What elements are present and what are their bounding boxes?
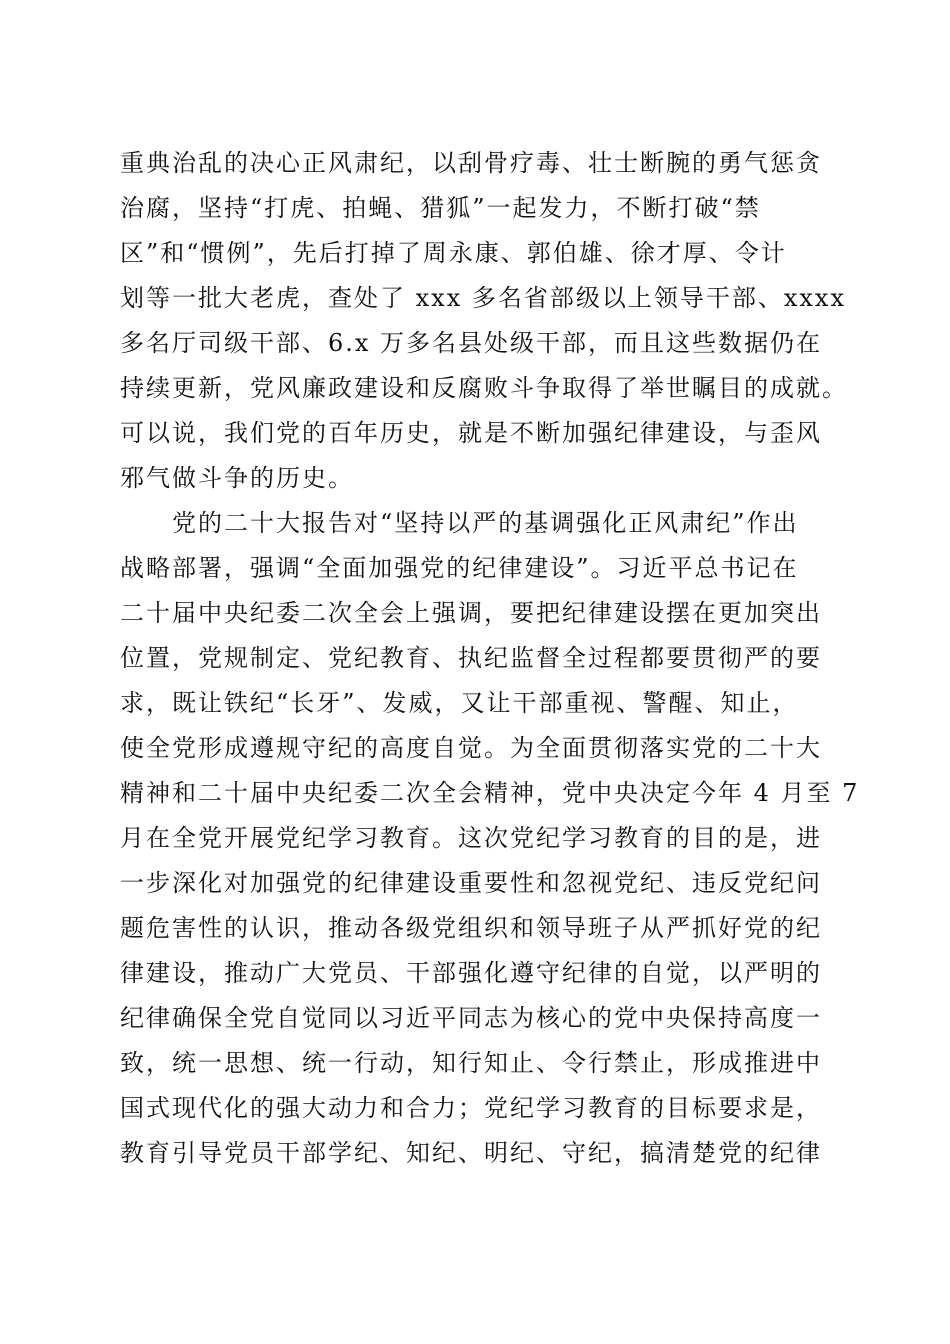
text-line: 精神和二十届中央纪委二次全会精神，党中央决定今年 4 月至 7 — [120, 779, 860, 807]
text-line: 重典治乱的决心正风肃纪，以刮骨疗毒、壮士断腕的勇气惩贪 — [120, 149, 822, 177]
text-line: 治腐，坚持“打虎、拍蝇、猎狐”一起发力，不断打破“禁 — [120, 194, 761, 222]
text-line: 国式现代化的强大动力和合力；党纪学习教育的目标要求是， — [120, 1094, 822, 1122]
text-line: 区”和“惯例”，先后打掉了周永康、郭伯雄、徐才厚、令计 — [120, 239, 787, 267]
text-line: 二十届中央纪委二次全会上强调，要把纪律建设摆在更加突出 — [120, 599, 822, 627]
text-line: 邪气做斗争的历史。 — [120, 464, 354, 492]
text-line: 使全党形成遵规守纪的高度自觉。为全面贯彻落实党的二十大 — [120, 734, 822, 762]
text-line: 多名厅司级干部、6.x 万多名县处级干部，而且这些数据仍在 — [120, 329, 823, 357]
text-line: 位置，党规制定、党纪教育、执纪监督全过程都要贯彻严的要 — [120, 644, 822, 672]
text-line: 一步深化对加强党的纪律建设重要性和忽视党纪、违反党纪问 — [120, 869, 822, 897]
text-line: 题危害性的认识，推动各级党组织和领导班子从严抓好党的纪 — [120, 914, 822, 942]
text-line: 教育引导党员干部学纪、知纪、明纪、守纪，搞清楚党的纪律 — [120, 1139, 822, 1167]
paragraph-1 — [120, 141, 848, 501]
text-line: 党的二十大报告对“坚持以严的基调强化正风肃纪”作出 — [172, 509, 799, 537]
text-line: 纪律确保全党自觉同以习近平同志为核心的党中央保持高度一 — [120, 1004, 822, 1032]
paragraph-2 — [120, 501, 860, 1176]
text-line: 月在全党开展党纪学习教育。这次党纪学习教育的目的是，进 — [120, 824, 822, 852]
text-line: 划等一批大老虎，查处了 xxx 多名省部级以上领导干部、xxxx — [120, 284, 847, 312]
text-line: 持续更新，党风廉政建设和反腐败斗争取得了举世瞩目的成就。 — [120, 374, 848, 402]
text-line: 战略部署，强调“全面加强党的纪律建设”。习近平总书记在 — [120, 554, 799, 582]
document-body — [120, 141, 860, 1176]
text-line: 可以说，我们党的百年历史，就是不断加强纪律建设，与歪风 — [120, 419, 822, 447]
text-line: 律建设，推动广大党员、干部强化遵守纪律的自觉，以严明的 — [120, 959, 822, 987]
text-line: 求，既让铁纪“长牙”、发威，又让干部重视、警醒、知止， — [120, 689, 799, 717]
text-line: 致，统一思想、统一行动，知行知止、令行禁止，形成推进中 — [120, 1049, 822, 1077]
